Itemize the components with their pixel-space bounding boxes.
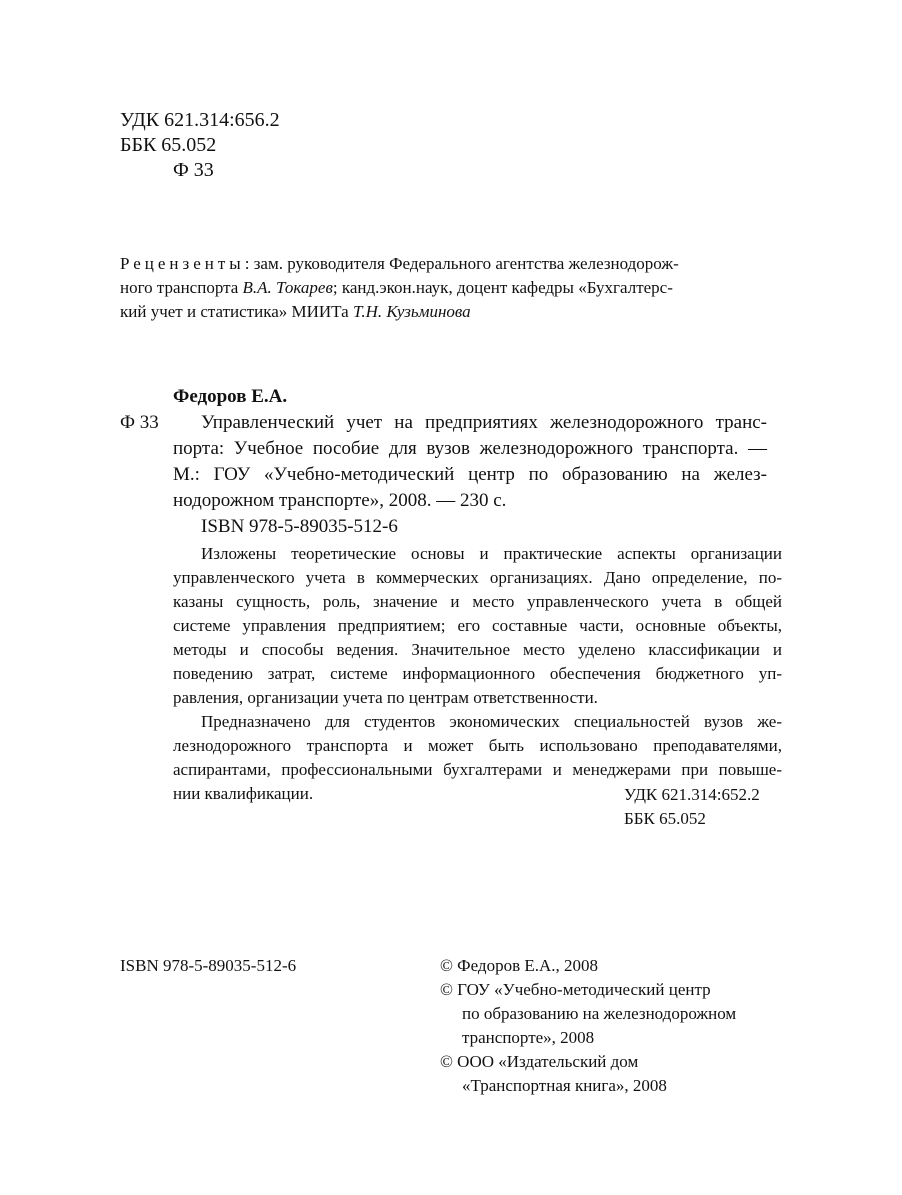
udk-code: УДК 621.314:656.2: [120, 109, 280, 131]
annotation-line: Предназначено для студентов экономических специальностей вузов же-: [201, 712, 782, 731]
bib-author: Федоров Е.А.: [173, 386, 288, 407]
reviewers-text: ного транспорта: [120, 278, 239, 297]
annotation-line: поведению затрат, системе информационного обеспечения бюджетного уп-: [173, 664, 782, 683]
reviewers-text: кий учет и статистика» МИИТа: [120, 302, 349, 321]
annotation-line: лезнодорожного транспорта и может быть использовано преподавателями,: [173, 736, 782, 755]
footer-isbn: ISBN 978-5-89035-512-6: [120, 956, 297, 975]
bib-title-line: нодорожном транспорте», 2008. — 230 с.: [173, 490, 507, 511]
copyright-line: транспорте», 2008: [462, 1028, 595, 1047]
reviewers-line: [120, 276, 673, 300]
annotation-line: аспирантами, профессиональными бухгалтерами и менеджерами при повыше-: [173, 760, 782, 779]
author-sign: Ф 33: [173, 159, 214, 181]
bbk-code: ББК 65.052: [120, 134, 217, 156]
reviewers-colon: :: [244, 254, 250, 273]
bib-sign: Ф 33: [120, 412, 159, 433]
copyright-line: © Федоров Е.А., 2008: [440, 956, 599, 975]
annotation-line: казаны сущность, роль, значение и место управленческого учета в общей: [173, 592, 782, 611]
annotation-line: Изложены теоретические основы и практические аспекты организации: [201, 544, 782, 563]
bib-isbn: ISBN 978-5-89035-512-6: [201, 516, 398, 537]
annotation-line: управленческого учета в коммерческих организациях. Дано определение, по-: [173, 568, 782, 587]
bib-title-line: М.: ГОУ «Учебно-методический центр по образованию на желез-: [173, 464, 767, 485]
reviewers-label: Рецензенты: [120, 254, 245, 273]
copyright-line: © ООО «Издательский дом: [440, 1052, 639, 1071]
annotation-line: нии квалификации.: [173, 784, 314, 803]
bib-title-line: порта: Учебное пособие для вузов железнодорожного транспорта. —: [173, 438, 767, 459]
reviewer-name: В.А. Токарев: [242, 278, 333, 297]
reviewers-text: ; канд.экон.наук, доцент кафедры «Бухгалтерс-: [332, 278, 673, 297]
reviewer-name: Т.Н. Кузьминова: [352, 302, 471, 321]
udk-code-bottom: УДК 621.314:652.2: [624, 785, 760, 804]
annotation-line: методы и способы ведения. Значительное место уделено классификации и: [173, 640, 782, 659]
annotation-line: равления, организации учета по центрам ответственности.: [173, 688, 598, 707]
copyright-line: © ГОУ «Учебно-методический центр: [440, 980, 711, 999]
annotation-line: системе управления предприятием; его составные части, основные объекты,: [173, 616, 782, 635]
bbk-code-bottom: ББК 65.052: [624, 809, 706, 828]
copyright-line: по образованию на железнодорожном: [462, 1004, 737, 1023]
reviewers-text: зам. руководителя Федерального агентства железнодорож-: [253, 254, 679, 273]
reviewers-line: [120, 252, 679, 276]
reviewers-line: [120, 300, 471, 324]
bib-title-line: Управленческий учет на предприятиях железнодорожного транс-: [201, 412, 767, 433]
copyright-line: «Транспортная книга», 2008: [462, 1076, 667, 1095]
